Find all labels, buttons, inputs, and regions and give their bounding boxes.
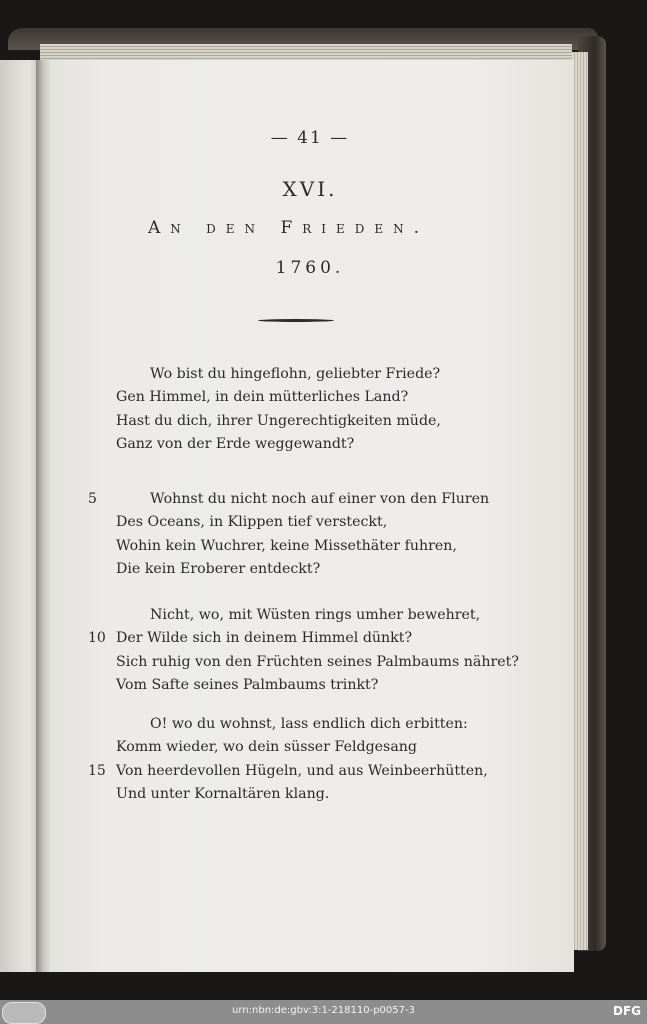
verse-line: 10 Der Wilde sich in deinem Himmel dünkt? [116, 627, 536, 650]
verse-line: O! wo du wohnst, lass endlich dich erbitten: [150, 716, 468, 732]
stanza-2 [88, 488, 536, 581]
verse-line: Und unter Kornaltären klang. [116, 785, 330, 802]
verse-line: Komm wieder, wo dein süsser Feldgesang [116, 739, 418, 756]
verse-line: Ganz von der Erde weggewandt? [116, 435, 355, 452]
page-number: — 41 — [270, 128, 350, 148]
verse-line: Vom Safte seines Palmbaums trinkt? [116, 676, 379, 693]
line-number: 15 [88, 762, 106, 779]
urn-identifier[interactable]: urn:nbn:de:gbv:3:1-218110-p0057-3 [232, 1005, 415, 1016]
verse-line: Gen Himmel, in dein mütterliches Land? [116, 389, 409, 406]
line-number: 10 [88, 630, 106, 647]
verse-line: Wohin kein Wuchrer, keine Missethäter fuhren, [116, 537, 457, 554]
viewer-footer [0, 1000, 647, 1024]
line-number: 5 [88, 491, 97, 507]
poem-title: An den Frieden. [148, 218, 430, 238]
ornamental-rule [258, 319, 334, 322]
verse-line: 5 Wohnst du nicht noch auf einer von den Fluren [116, 488, 536, 511]
stanza-3 [88, 604, 536, 697]
verse-line: Nicht, wo, mit Wüsten rings umher bewehret, [150, 607, 481, 623]
book-page [46, 60, 574, 972]
stanza-4 [88, 713, 536, 806]
verse-line: Hast du dich, ihrer Ungerechtigkeiten müde, [116, 412, 441, 429]
poem-year: 1760. [275, 258, 345, 278]
verse-line: Die kein Eroberer entdeckt? [116, 560, 321, 577]
verse-line: Wo bist du hingeflohn, geliebter Friede? [150, 366, 441, 382]
dfg-logo[interactable]: DFG [612, 1004, 641, 1018]
verse-line: 15 Von heerdevollen Hügeln, und aus Weinbeerhütten, [116, 760, 536, 783]
section-number: XVI. [282, 177, 338, 201]
book-gutter [36, 60, 50, 972]
verse-line: Des Oceans, in Klippen tief versteckt, [116, 514, 388, 531]
stanza-1 [116, 363, 536, 456]
verse-line: Sich ruhig von den Früchten seines Palmbaums nähret? [116, 653, 519, 670]
